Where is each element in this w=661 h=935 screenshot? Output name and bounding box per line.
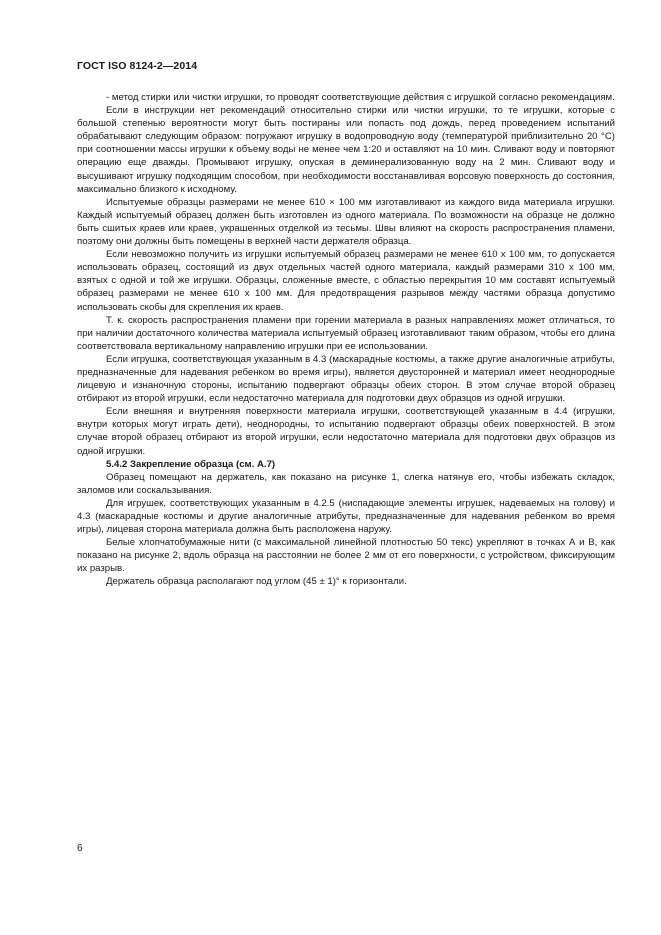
paragraph: - метод стирки или чистки игрушки, то проводят соответствующие действия с игрушкой согласно рекомендациям. <box>106 92 615 103</box>
section-heading: 5.4.2 Закрепление образца (см. А.7) <box>106 458 276 470</box>
document-header: ГОСТ ISO 8124-2—2014 <box>77 60 198 72</box>
paragraph: Если игрушка, соответствующая указанным в 4.3 (маскарадные костюмы, а также другие аналогичные атрибуты, предназначенные для надевания ребенком во время игры), является двусторонней и материал имеет неоднородные лицевую и изнаночную стороны, испытанию подвергают образцы обеих сторон. В этом случае второй образец отбирают из второй игрушки, если недостаточно материала для подготовки двух образцов из одной игрушки. <box>77 353 615 405</box>
paragraph: Т. к. скорость распространения пламени при горении материала в разных направлениях может отличаться, то при наличии достаточного количества материала испытуемый образец изготавливают таким образом, чтобы его длина соответствовала вертикальному направлению игрушки при ее использовании. <box>77 314 615 352</box>
paragraph: Белые хлопчатобумажные нити (с максимальной линейной плотностью 50 текс) укрепляют в точках А и В, как показано на рисунке 2, вдоль образца на расстоянии не более 2 мм от его поверхности, с устройством, фиксирующим их разрыв. <box>77 537 615 575</box>
paragraph: Если в инструкции нет рекомендаций относительно стирки или чистки игрушки, то те игрушки, которые с большой степенью вероятности могут быть постираны или попасть под дождь, перед проведением испытаний обрабатывают следующим образом: погружают игрушку в водопроводную воду (температурой приблизительно 20 °С) при соотношении массы игрушки к объему воды не менее чем 1:20 и оставляют на 10 мин. Сливают воду и повторяют операцию еще дважды. Промывают игрушку, опуская в деминерализованную воду на 2 мин. Сливают воду и высушивают игрушку подходящим способом, при необходимости восстанавливая ворсовую поверхность до состояния, максимально близкого к исходному. <box>77 105 615 195</box>
paragraph: Испытуемые образцы размерами не менее 610 × 100 мм изготавливают из каждого вида материала игрушки. Каждый испытуемый образец должен быть изготовлен из одного материала. По возможности на образце не должно быть сшитых краев или краев, украшенных отделкой из тесьмы. Швы влияют на скорость распространения пламени, поэтому они должны быть помещены в верхней части держателя образца. <box>77 196 615 248</box>
paragraph: Держатель образца располагают под углом (45 ± 1)° к горизонтали. <box>106 576 407 588</box>
document-body <box>77 91 615 589</box>
paragraph: Образец помещают на держатель, как показано на рисунке 1, слегка натянув его, чтобы избежать складок, заломов или соскальзывания. <box>77 471 615 496</box>
paragraph: Для игрушек, соответствующих указанным в 4.2.5 (ниспадающие элементы игрушек, надеваемых на голову) и 4.3 (маскарадные костюмы и другие аналогичные атрибуты, предназначенные для надевания ребенком во время игры), лицевая сторона материала должна быть расположена наружу. <box>77 497 615 536</box>
paragraph: Если внешняя и внутренняя поверхности материала игрушки, соответствующей указанным в 4.4 (игрушки, внутри которых могут играть дети), неоднородны, то испытанию подвергают образцы обеих поверхностей. В этом случае второй образец отбирают из второй игрушки, если недостаточно материала для подготовки двух образцов из одной игрушки. <box>77 406 615 457</box>
paragraph: Если невозможно получить из игрушки испытуемый образец размерами не менее 610 x 100 мм, то допускается использовать образец, состоящий из двух отдельных частей одного материала, каждый размерами 310 x 100 мм, взятых с одной и той же игрушки. Образцы, сложенные вместе, с областью перекрытия 10 мм составят испытуемый образец размерами не менее 610 x 100 мм. Для предотвращения разрывов между частями образца допустимо использовать скобы для скрепления их краев. <box>77 249 615 313</box>
page-number: 6 <box>77 843 83 854</box>
